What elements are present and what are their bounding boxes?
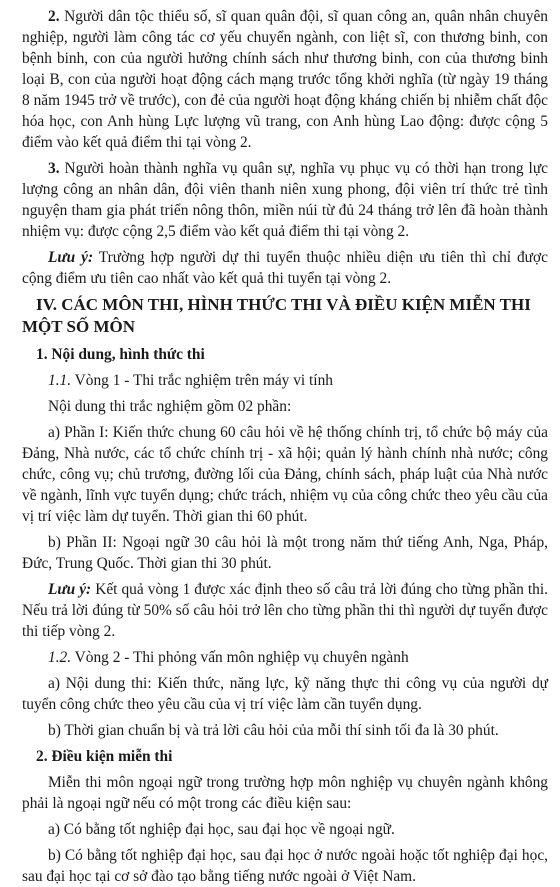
note-text: Kết quả vòng 1 được xác định theo số câu trả lời đúng cho từng phần thi. Nếu trả lời đúng từ 50% số câu hỏi trở lên cho từng phần thi thì người dự tuyển được thi tiếp vòng 2. [22, 581, 548, 640]
paragraph-exemption-a: a) Có bằng tốt nghiệp đại học, sau đại học về ngoại ngữ. [48, 821, 395, 838]
item-text: Vòng 1 - Thi trắc nghiệm trên máy vi tính [71, 372, 333, 389]
paragraph-part-1: a) Phần I: Kiến thức chung 60 câu hỏi về hệ thống chính trị, tổ chức bộ máy của Đảng, Nhà nước, các tổ chức chính trị - xã hội; quản lý hành chính nhà nước; công chức, công vụ; chủ trương, đường lối của Đảng, chính sách, pháp luật của Nhà nước về ngành, lĩnh vực tuyển dụng; chức trách, nhiệm vụ của công chức theo yêu cầu của vị trí việc làm dự tuyển. Thời gian thi 60 phút. [22, 424, 548, 525]
paragraph-priority-3 [22, 158, 548, 242]
paragraph-part-2: b) Phần II: Ngoại ngữ 30 câu hỏi là một trong năm thứ tiếng Anh, Nga, Pháp, Đức, Trung Quốc. Thời gian thi 30 phút. [22, 534, 548, 572]
paragraph-text: Người hoàn thành nghĩa vụ quân sự, nghĩa vụ phục vụ có thời hạn trong lực lượng công an nhân dân, đội viên thanh niên xung phong, đội viên trí thức trẻ tình nguyện tham gia phát triển nông thôn, miền núi từ đủ 24 tháng trở lên đã hoàn thành nhiệm vụ: được cộng 2,5 điểm vào kết quả điểm thi tại vòng 2. [22, 160, 548, 240]
item-number: 1.1. [48, 372, 72, 389]
item-round-1 [22, 370, 548, 391]
paragraph-exemption-b: b) Có bằng tốt nghiệp đại học, sau đại học ở nước ngoài hoặc tốt nghiệp đại học, sau đại học tại cơ sở đào tạo bằng tiếng nước ngoài ở Việt Nam. [22, 847, 548, 885]
paragraph-round-2-content: a) Nội dung thi: Kiến thức, năng lực, kỹ năng thực thi công vụ của người dự tuyển công chức theo yêu cầu của vị trí việc làm cần tuyển dụng. [22, 675, 548, 713]
note-label: Lưu ý: [48, 581, 92, 598]
paragraph-number: 3. [48, 160, 60, 177]
subsection-heading-exemption: 2. Điều kiện miễn thi [36, 748, 173, 765]
paragraph-priority-2 [22, 6, 548, 153]
section-heading: IV. CÁC MÔN THI, HÌNH THỨC THI VÀ ĐIỀU KIỆN MIỄN THI MỘT SỐ MÔN [22, 295, 531, 336]
subsection-heading-content: 1. Nội dung, hình thức thi [36, 346, 205, 363]
paragraph-exemption-intro: Miễn thi môn ngoại ngữ trong trường hợp môn nghiệp vụ chuyên ngành không phải là ngoại ngữ nếu có một trong các điều kiện sau: [22, 774, 548, 812]
paragraph-text: Người dân tộc thiểu số, sĩ quan quân đội, sĩ quan công an, quân nhân chuyên nghiệp, người làm công tác cơ yếu chuyển ngành, con liệt sĩ, con thương binh, con bệnh binh, con của người hưởng chính sách như thương binh, con của thương binh loại B, con của người hoạt động cách mạng trước tổng khởi nghĩa (từ ngày 19 tháng 8 năm 1945 trở về trước), con đẻ của người hoạt động kháng chiến bị nhiễm chất độc hóa học, con Anh hùng Lực lượng vũ trang, con Anh hùng Lao động: được cộng 5 điểm vào kết quả điểm thi tại vòng 2. [22, 8, 548, 151]
item-number: 1.2. [48, 649, 72, 666]
item-text: Vòng 2 - Thi phỏng vấn môn nghiệp vụ chuyên ngành [71, 649, 409, 666]
paragraph-content-intro: Nội dung thi trắc nghiệm gồm 02 phần: [48, 398, 292, 415]
paragraph-round-2-time: b) Thời gian chuẩn bị và trả lời câu hỏi của mỗi thí sinh tối đa là 30 phút. [48, 722, 499, 739]
note-round-1 [22, 579, 548, 642]
note-priority [22, 247, 548, 289]
paragraph-number: 2. [48, 8, 60, 25]
note-label: Lưu ý: [48, 249, 94, 266]
note-text: Trường hợp người dự thi tuyển thuộc nhiều diện ưu tiên thì chỉ được cộng điểm ưu tiên cao nhất vào kết quả thi tuyển tại vòng 2. [22, 249, 548, 287]
item-round-2 [22, 647, 548, 668]
